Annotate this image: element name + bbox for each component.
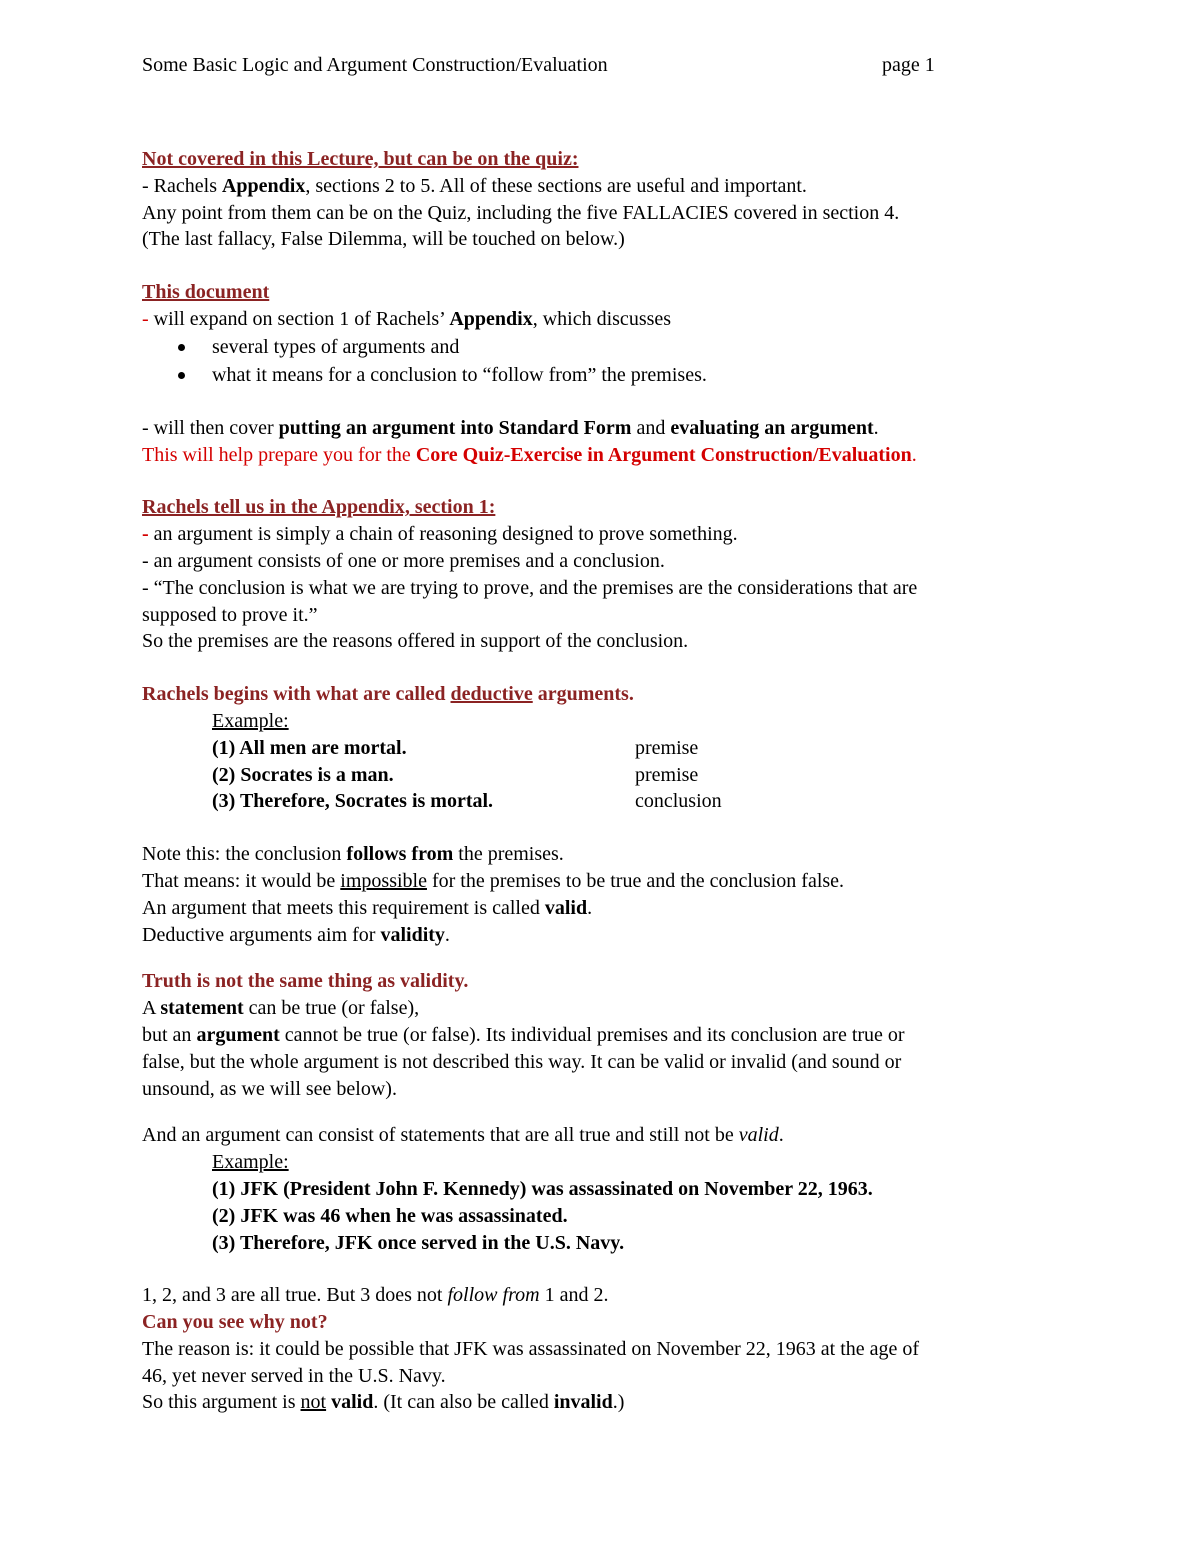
question-heading: Can you see why not?	[142, 1311, 328, 1334]
section-heading: Truth is not the same thing as validity.	[142, 970, 469, 993]
table-row	[212, 735, 722, 762]
role-cell: conclusion	[635, 790, 722, 813]
text-run: an argument is simply a chain of reasoning designed to prove something.	[153, 523, 738, 546]
paragraph-line: - an argument consists of one or more premises and a conclusion.	[142, 549, 665, 572]
example-label: Example:	[212, 1151, 289, 1174]
paragraph-line	[142, 1122, 1062, 1149]
text-run: .	[911, 443, 917, 466]
text-run: will expand on section 1 of Rachels’	[153, 307, 450, 330]
text-run: , which discusses	[532, 307, 672, 330]
bold-term: validity	[380, 923, 445, 946]
paragraph-line	[142, 1389, 1062, 1416]
bold-term: invalid	[553, 1391, 613, 1414]
paragraph-line	[142, 521, 1062, 548]
bold-term: putting an argument into Standard Form	[278, 416, 632, 439]
text-run: 1, 2, and 3 are all true. But 3 does not	[142, 1284, 448, 1307]
text-run: An argument that meets this requirement is called	[142, 896, 545, 919]
statement-cell: (1) All men are mortal.	[212, 736, 407, 759]
paragraph-line	[142, 922, 1062, 949]
text-run: cannot be true (or false). Its individual premises and its conclusion are true or	[279, 1023, 905, 1046]
document-page	[142, 54, 1062, 1416]
section-this-document	[142, 279, 1062, 468]
paragraph-line: (The last fallacy, False Dilemma, will be touched on below.)	[142, 228, 625, 251]
paragraph-line	[142, 1282, 1062, 1309]
paragraph-line: false, but the whole argument is not described this way. It can be valid or invalid (and sound or	[142, 1050, 902, 1073]
italic-term: valid	[738, 1124, 779, 1147]
section-truth-vs-validity	[142, 968, 1062, 1102]
paragraph-line	[142, 442, 1062, 469]
paragraph-line: So the premises are the reasons offered in support of the conclusion.	[142, 630, 689, 653]
text-run: - will then cover	[142, 416, 279, 439]
bold-term: argument	[196, 1023, 280, 1046]
section-heading: Not covered in this Lecture, but can be on the quiz:	[142, 148, 579, 170]
text-run: Rachels begins with what are called	[142, 683, 451, 706]
example-label: Example:	[212, 709, 289, 732]
text-run: .	[444, 923, 450, 946]
bold-term: Appendix	[221, 174, 306, 197]
text-run: .	[873, 416, 879, 439]
text-run: but an	[142, 1023, 197, 1046]
text-run: the premises.	[453, 843, 564, 866]
text-run: Note this: the conclusion	[142, 843, 347, 866]
bold-term: valid	[544, 896, 588, 919]
bold-term: evaluating an argument	[670, 416, 874, 439]
text-run: - Rachels	[142, 174, 222, 197]
text-run: , sections 2 to 5. All of these sections are useful and important.	[305, 174, 807, 197]
bold-term: follows from	[346, 843, 454, 866]
bullet-list	[142, 333, 1062, 389]
section-heading	[142, 681, 1062, 708]
text-run: Deductive arguments aim for	[142, 923, 381, 946]
role-cell: premise	[635, 763, 699, 786]
text-run: .	[778, 1124, 784, 1147]
text-run: for the premises to be true and the conclusion false.	[426, 869, 845, 892]
paragraph-line: unsound, as we will see below).	[142, 1077, 397, 1100]
italic-term: follow from	[447, 1284, 540, 1307]
text-run: .	[587, 896, 593, 919]
paragraph-line: 46, yet never served in the U.S. Navy.	[142, 1364, 446, 1387]
example-statement: (1) JFK (President John F. Kennedy) was assassinated on November 22, 1963.	[212, 1177, 873, 1200]
text-run: -	[142, 523, 154, 546]
paragraph-line: supposed to prove it.”	[142, 603, 318, 626]
text-run: 1 and 2.	[539, 1284, 609, 1307]
text-run: That means: it would be	[142, 869, 341, 892]
paragraph-line: The reason is: it could be possible that JFK was assassinated on November 22, 1963 at the age of	[142, 1337, 920, 1360]
text-run: .)	[612, 1391, 625, 1414]
bold-term: statement	[160, 997, 244, 1020]
statement-cell: (3) Therefore, Socrates is mortal.	[212, 790, 494, 813]
role-cell: premise	[635, 736, 699, 759]
bold-term: Appendix	[449, 307, 533, 330]
header-title: Some Basic Logic and Argument Construction/Evaluation	[142, 54, 608, 76]
section-jfk-example	[142, 1122, 1062, 1256]
paragraph-line	[142, 173, 1062, 200]
statement-cell: (2) Socrates is a man.	[212, 763, 394, 786]
section-heading: Rachels tell us in the Appendix, section 1:	[142, 496, 496, 519]
text-run: and	[631, 416, 671, 439]
paragraph-line: - “The conclusion is what we are trying to prove, and the premises are the considerations that are	[142, 576, 918, 599]
bullet-item: what it means for a conclusion to “follow from” the premises.	[142, 361, 1062, 389]
example-table	[212, 735, 722, 815]
paragraph-line: Any point from them can be on the Quiz, including the five FALLACIES covered in section 4.	[142, 201, 900, 224]
page-number: page 1	[882, 54, 935, 76]
text-run: arguments.	[532, 683, 634, 706]
paragraph-line	[142, 415, 1062, 442]
underlined-term: impossible	[340, 869, 427, 892]
text-run: A	[142, 997, 161, 1020]
paragraph-line	[142, 306, 1062, 333]
section-validity-note	[142, 841, 1062, 948]
paragraph-line	[142, 841, 1062, 868]
section-rachels-section-1	[142, 494, 1062, 655]
paragraph-line	[142, 895, 1062, 922]
example-statement: (3) Therefore, JFK once served in the U.S. Navy.	[212, 1231, 625, 1254]
page-header	[142, 54, 1062, 78]
text-run: This will help prepare you for the	[142, 443, 416, 466]
text-run: So this argument is	[142, 1391, 301, 1414]
underlined-term: deductive	[450, 683, 533, 706]
text-run: can be true (or false),	[243, 997, 420, 1020]
section-not-covered	[142, 146, 1062, 253]
bullet-item: several types of arguments and	[142, 333, 1062, 361]
table-row	[212, 762, 722, 789]
table-row	[212, 788, 722, 815]
section-why-not	[142, 1282, 1062, 1416]
paragraph-line	[142, 868, 1062, 895]
example-statement: (2) JFK was 46 when he was assassinated.	[212, 1204, 568, 1227]
paragraph-line	[142, 995, 1062, 1022]
bold-term: Core Quiz-Exercise in Argument Construction/Evaluation	[415, 443, 912, 466]
text-run: And an argument can consist of statements that are all true and still not be	[142, 1124, 739, 1147]
text-run: . (It can also be called	[373, 1391, 554, 1414]
underlined-term: not	[300, 1391, 327, 1414]
text-run: -	[142, 307, 154, 330]
section-deductive-arguments	[142, 681, 1062, 815]
bold-term: valid	[331, 1391, 374, 1414]
paragraph-line	[142, 1022, 1062, 1049]
section-heading: This document	[142, 281, 270, 304]
